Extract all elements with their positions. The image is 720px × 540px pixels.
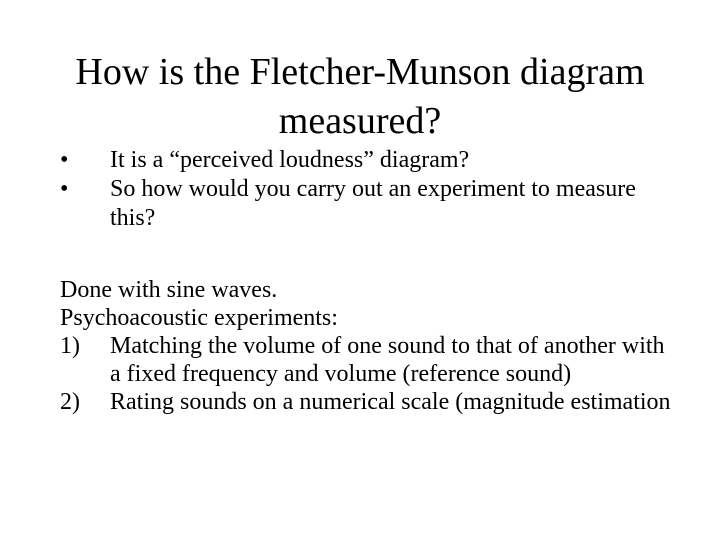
bullet-list: [60, 146, 680, 233]
numbered-item-text: Matching the volume of one sound to that of another with a fixed frequency and volume (reference sound): [110, 333, 665, 387]
numbered-item: [60, 388, 680, 416]
body-line-psychoacoustic: Psychoacoustic experiments:: [60, 305, 338, 331]
bullet-marker: •: [60, 176, 69, 202]
body-text-block: [60, 276, 680, 416]
number-marker: 2): [60, 389, 80, 415]
slide-title-line-2: measured?: [278, 100, 442, 142]
slide-title-line-1: How is the Fletcher-Munson diagram: [75, 51, 645, 93]
bullet-text: It is a “perceived loudness” diagram?: [110, 147, 470, 173]
numbered-item: [60, 332, 680, 388]
numbered-list: [60, 332, 680, 416]
body-line-sine-waves: Done with sine waves.: [60, 277, 278, 303]
number-marker: 1): [60, 333, 80, 359]
numbered-item-text: Rating sounds on a numerical scale (magnitude estimation: [110, 389, 671, 415]
bullet-text: So how would you carry out an experiment to measure this?: [110, 176, 636, 231]
bullet-marker: •: [60, 147, 69, 173]
bullet-item: [60, 175, 680, 233]
slide-title: [20, 48, 700, 146]
bullet-item: [60, 146, 680, 175]
